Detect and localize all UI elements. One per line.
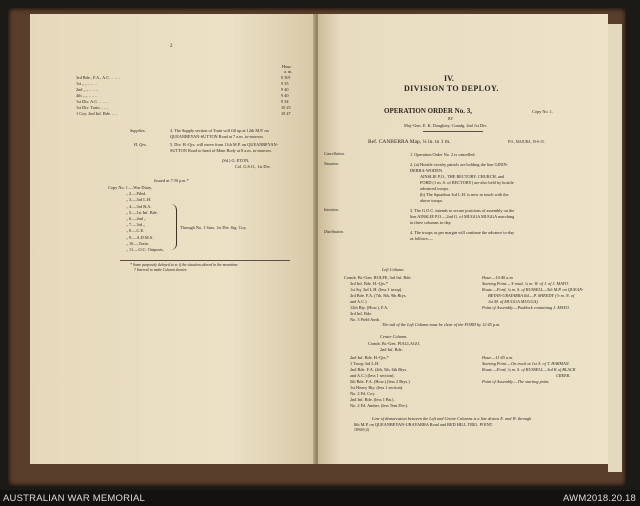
order-line: Point of Assembly.—Paddock containing J. MAYO.: [482, 305, 570, 310]
copy-item: „ 4.—3rd B.A.: [126, 203, 152, 209]
copy-item: „ 7.—3rd „: [126, 222, 146, 228]
para-line: DERRA-WODEN.: [410, 168, 444, 173]
para-label: Cancellation.: [324, 152, 346, 156]
place-date: P.O., MAJURA, 19-6-15.: [508, 140, 545, 144]
unit-line: 2nd Inf. Bde. H.-Qrs.*: [350, 355, 389, 360]
chapter-number: IV.: [444, 74, 454, 83]
unit-line: 5th Bde. F.A. (How.) (less 2 Btys.): [350, 379, 410, 384]
table-row-label: 3rd Bde., F.A., A.C. .. .. ..: [76, 75, 120, 80]
table-row-hour: 9 35: [281, 81, 289, 86]
demarcation-line-1: Line of demarcation between the Left and Centre Columns is a line drawn E. and W. through: [372, 416, 532, 421]
order-author: Maj.-Gen. E. K. Doughtey, Comdg. 2nd 1st Div.: [404, 123, 488, 128]
footer-bar: [0, 491, 640, 506]
table-row-label: 1 Coy. 2nd Inf. Bde. .. ..: [76, 111, 118, 116]
table-row-label: 2nd „ „ .. .. ..: [76, 87, 99, 92]
para-label: Situation.: [324, 162, 340, 166]
centre-commander-bde: 2nd Inf. Bde.: [380, 347, 403, 352]
table-row-hour: 9 40: [281, 93, 289, 98]
col-head-hour: Hour.: [282, 64, 292, 69]
supplies-line-1: 4. The Supply section of Train will fill up at 12th M.P. on: [170, 128, 269, 133]
unit-line: 1st Heavy Bty. (less 1 section).: [350, 385, 404, 390]
para-label: Distribution.: [324, 230, 344, 234]
copy-item: „ 10.—Train.: [126, 240, 149, 246]
chapter-title: DIVISION TO DEPLOY.: [404, 84, 499, 93]
unit-line: 3rd Inf. Bde. H.-Qrs.*: [350, 281, 389, 286]
table-row-hour: 10 47: [281, 111, 291, 116]
table-row-hour: 9 34: [281, 99, 289, 104]
unit-line: 1st Sq. 3rd L.H. (less 1 troop).: [350, 287, 403, 292]
order-line: Starting Point.—On track at 1st A. of T. HARMAN.: [482, 361, 570, 366]
unit-line: No. 2 Fd. Coy.: [350, 391, 376, 396]
table-row-label: 4th „ „ .. .. ..: [76, 93, 98, 98]
order-line: Hour.—11·45 a.m.: [482, 355, 514, 360]
demarcation-line-2: 8th M.P. on QUEANBEYAN-URAYARRA Road and RED HILL TRIG. POINT.: [354, 422, 494, 427]
unit-line: Comdr. Br.-Gen. ROLFE, 3rd Inf. Bde.: [344, 275, 412, 280]
order-title: OPERATION ORDER No. 3,: [384, 107, 472, 115]
unit-line: and A.C.): [350, 299, 367, 304]
col-head-am: a. m.: [284, 69, 293, 74]
para-line: 1. Operation Order No. 2 is cancelled.: [410, 152, 476, 157]
copy-brace: [170, 204, 177, 250]
unit-line: 3rd Inf. Bde.: [350, 311, 372, 316]
print-code: 18949 (4): [354, 428, 369, 432]
signature: (Sd.) G. ETON,: [222, 158, 250, 163]
unit-line: No. 3 Field Amb.: [350, 317, 380, 322]
hq-line-1: 5. Div. H.-Qrs. will move from 11th M.P. on QUEANBEYAN-: [170, 142, 279, 147]
table-row-label: 1st Div. Train .. .. ..: [76, 105, 110, 110]
issued-time: Issued at 7·30 p.m.*: [154, 178, 189, 183]
para-line: as follows:—: [410, 236, 434, 241]
footnote-2: † Interval to make Column shorter.: [134, 268, 188, 272]
through-line: Through No. 1 Sass. 1st Div. Sig. Coy.: [180, 225, 247, 230]
supplies-label: Supplies.: [130, 128, 146, 133]
copy-number: Copy No. 1.: [532, 109, 554, 114]
table-row-hour: 9 30†: [281, 75, 291, 80]
unit-line: 3rd Bde. F.A. (7th, 8th, 9th Btys.: [350, 293, 407, 298]
para-line: 2. (a) Hostile cavalry patrols are holding the line GININ-: [410, 162, 509, 167]
order-line: CREEK.: [556, 373, 571, 378]
para-line: (b) The Squadron 3rd L.H. is now in touch with the: [420, 192, 509, 197]
order-line: Starting Point.—Y road, ¼ m. W. of J. of J. MAYO.: [482, 281, 570, 286]
unit-line: 2nd Inf. Bde. (less 1 Bn.).: [350, 397, 395, 402]
unit-line: 12th Bty. (How.), F.A.: [350, 305, 389, 310]
signature-title: Col. G.S.O., 1st Div.: [235, 164, 271, 169]
table-row-hour: 10 25: [281, 105, 291, 110]
copy-item: „ 2.—Filed.: [126, 191, 147, 197]
copy-item: „ 9.—A.D.M.S.: [126, 234, 154, 240]
order-line: BEYAN-URAYARRA Rd.—P. SHEEDY (½ m. N. of: [488, 293, 575, 298]
hq-label: H. Qrs.: [134, 142, 147, 147]
para-line: AINSLIE P.O., THE RECTORY, CHURCH, and: [420, 174, 505, 179]
copy-item: „ 11.—O.C. Outposts.: [126, 247, 165, 252]
right-page: [318, 14, 608, 464]
page-number: 2: [170, 44, 173, 49]
footer-accession-number: AWM2018.20.18: [562, 493, 636, 504]
table-row-hour: 9 40: [281, 87, 289, 92]
copy-item: „ 8.—C.E.: [126, 228, 145, 234]
footnote-1: * Some purposely delayed to se if the situation altered in the meantime.: [130, 263, 239, 267]
order-line: Hour.—10·40 a.m.: [482, 275, 514, 280]
title-rule: [423, 131, 483, 132]
supplies-line-2: QUEANBEYAN-SUTTON Road at 7 a.m. to-morrow.: [170, 134, 264, 139]
order-line: Point of Assembly.—The starting point.: [482, 379, 550, 384]
footer-institution: AUSTRALIAN WAR MEMORIAL: [3, 493, 146, 504]
para-line: 3. The G.O.C. intends to secure positions of assembly on the: [410, 208, 515, 213]
left-column-heading: Left Column.: [382, 267, 405, 272]
para-line: 4. The troops as per margin will continue the advance to-day: [410, 230, 515, 235]
order-line: Route.—Ford, ¼ m. S. of RUSSELL—3rd K of BLACK: [482, 367, 576, 372]
map-reference: Ref. CANBERRA Map, ¼ in. to 1 m.: [368, 139, 451, 145]
order-line: Route.—Ford, ¼ m. S. of RUSSELL—5th M.P. on QUEAN-: [482, 287, 584, 292]
copy-item: „ 3.—3rd L.H.: [126, 197, 152, 203]
table-row-label: 1st Div. A.C. .. .. ..: [76, 99, 108, 104]
footnote-rule: [120, 260, 290, 261]
para-line: above troops.: [420, 198, 444, 203]
left-page: [30, 14, 314, 464]
page-edges: [608, 24, 622, 472]
para-line: advanced troops.: [420, 186, 450, 191]
unit-line: 2nd Bde. F.A. (4th, 5th, 6th Btys.: [350, 367, 408, 372]
hq-line-2: SUTTON Road to head of Main Body at 8 a.m. to-morrow.: [170, 148, 272, 153]
copy-item: Copy No. 1.—War Diary.: [108, 185, 153, 190]
order-line: 1st M. of MUGGA MUGGA).: [488, 299, 539, 304]
copy-item: „ 5.—1st Inf. Bde.: [126, 209, 158, 215]
unit-line: 1 Troop 3rd L.H.: [350, 361, 380, 366]
left-column-tail: The tail of the Left Column must be clear of the FORD by 12·45 p.m.: [382, 322, 501, 327]
centre-commander: Comdr. Br.-Gen. PIALLAGO,: [368, 341, 421, 346]
table-row-label: 1st „ „ .. .. ..: [76, 81, 97, 86]
para-line: FORD (1 m. S. of RECTORY) are also held by hostile: [420, 180, 514, 185]
centre-column-heading: Centre Column.: [380, 334, 408, 339]
copy-item: „ 6.—2nd „: [126, 216, 146, 221]
para-line: in three columns to-day.: [410, 220, 452, 225]
unit-line: and A.C.) (less 1 section).: [350, 373, 395, 378]
unit-line: No. 2 Fd. Amber. (less Tent Div.).: [350, 403, 409, 408]
para-line: line AINSLIE P.O.—2nd G. of MUGGA MUGGA marching: [410, 214, 515, 219]
para-label: Intention.: [324, 208, 340, 212]
order-by: BY: [448, 117, 454, 121]
